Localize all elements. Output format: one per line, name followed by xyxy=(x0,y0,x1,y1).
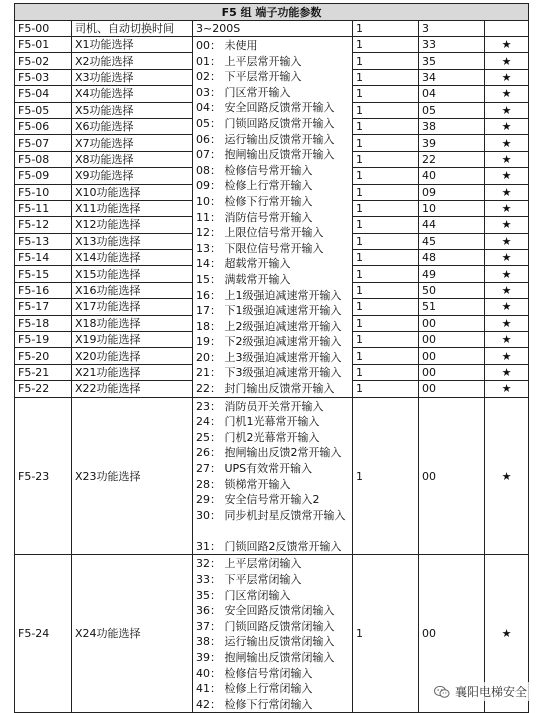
param-star: ★ xyxy=(485,37,529,53)
param-min-unit: 1 xyxy=(353,250,419,266)
option-item: 27： UPS有效常开输入 xyxy=(196,462,313,476)
param-range: 3~200S xyxy=(193,21,353,37)
param-min-unit: 1 xyxy=(353,151,419,167)
param-name: X12功能选择 xyxy=(72,217,193,233)
option-item: 37： 门锁回路反馈常闭输入 xyxy=(196,619,335,633)
param-min-unit: 1 xyxy=(353,315,419,331)
param-code: F5-04 xyxy=(15,86,72,102)
param-name: X22功能选择 xyxy=(72,381,193,397)
option-item: 23： 消防员开关常开输入 xyxy=(196,399,324,413)
param-min-unit: 1 xyxy=(353,381,419,397)
options-list xyxy=(193,555,353,713)
option-item: 11： 消防信号常开输入 xyxy=(196,210,313,224)
param-name: X9功能选择 xyxy=(72,168,193,184)
param-star: ★ xyxy=(485,381,529,397)
param-star: ★ xyxy=(485,233,529,249)
param-star xyxy=(485,21,529,37)
param-name: X14功能选择 xyxy=(72,250,193,266)
param-name: X13功能选择 xyxy=(72,233,193,249)
param-star: ★ xyxy=(485,250,529,266)
param-code: F5-21 xyxy=(15,364,72,380)
param-min-unit: 1 xyxy=(353,21,419,37)
param-min-unit: 1 xyxy=(353,69,419,85)
param-name: X15功能选择 xyxy=(72,266,193,282)
param-name: X6功能选择 xyxy=(72,118,193,134)
param-star: ★ xyxy=(485,69,529,85)
option-item: 04： 安全回路反馈常开输入 xyxy=(196,101,335,115)
param-min-unit: 1 xyxy=(353,217,419,233)
table-title: F5 组 端子功能参数 xyxy=(15,4,529,21)
options-list xyxy=(193,397,353,555)
param-default: 49 xyxy=(419,266,485,282)
option-item: 01： 上平层常开输入 xyxy=(196,54,302,68)
param-code: F5-16 xyxy=(15,282,72,298)
param-star: ★ xyxy=(485,151,529,167)
options-list xyxy=(193,37,353,398)
option-item: 21： 下3级强迫减速常开输入 xyxy=(196,366,342,380)
param-code: F5-01 xyxy=(15,37,72,53)
param-name: 司机、自动切换时间 xyxy=(72,21,193,37)
param-star: ★ xyxy=(485,364,529,380)
param-star: ★ xyxy=(485,53,529,69)
table-row xyxy=(15,37,529,53)
option-item: 22： 封门输出反馈常开输入 xyxy=(196,382,335,396)
param-default: 3 xyxy=(419,21,485,37)
param-star: ★ xyxy=(485,118,529,134)
param-star: ★ xyxy=(485,315,529,331)
param-min-unit: 1 xyxy=(353,266,419,282)
param-code: F5-08 xyxy=(15,151,72,167)
param-code: F5-06 xyxy=(15,118,72,134)
param-code: F5-11 xyxy=(15,200,72,216)
param-default: 34 xyxy=(419,69,485,85)
param-default: 45 xyxy=(419,233,485,249)
table-row xyxy=(15,397,529,555)
param-min-unit: 1 xyxy=(353,364,419,380)
param-code: F5-12 xyxy=(15,217,72,233)
option-item: 38： 运行输出反馈常闭输入 xyxy=(196,635,335,649)
param-star: ★ xyxy=(485,266,529,282)
param-code: F5-20 xyxy=(15,348,72,364)
option-item: 26： 抱闸输出反馈2常开输入 xyxy=(196,446,342,460)
param-star: ★ xyxy=(485,299,529,315)
option-item: 07： 抱闸输出反馈常开输入 xyxy=(196,148,335,162)
param-name: X17功能选择 xyxy=(72,299,193,315)
param-star: ★ xyxy=(485,184,529,200)
option-item: 18： 上2级强迫减速常开输入 xyxy=(196,319,342,333)
param-name: X23功能选择 xyxy=(72,397,193,555)
param-min-unit: 1 xyxy=(353,397,419,555)
param-min-unit: 1 xyxy=(353,86,419,102)
param-star: ★ xyxy=(485,217,529,233)
param-default: 39 xyxy=(419,135,485,151)
param-code: F5-18 xyxy=(15,315,72,331)
param-name: X19功能选择 xyxy=(72,332,193,348)
param-code: F5-02 xyxy=(15,53,72,69)
param-code: F5-07 xyxy=(15,135,72,151)
param-min-unit: 1 xyxy=(353,37,419,53)
param-default: 40 xyxy=(419,168,485,184)
param-code: F5-10 xyxy=(15,184,72,200)
param-default: 44 xyxy=(419,217,485,233)
watermark-text: 襄阳电梯安全 xyxy=(454,685,527,699)
option-item: 08： 检修信号常开输入 xyxy=(196,163,313,177)
option-item: 09： 检修上行常开输入 xyxy=(196,179,313,193)
param-name: X5功能选择 xyxy=(72,102,193,118)
param-code: F5-24 xyxy=(15,555,72,713)
param-default: 00 xyxy=(419,315,485,331)
option-item: 12： 上限位信号常开输入 xyxy=(196,226,324,240)
param-name: X18功能选择 xyxy=(72,315,193,331)
param-name: X1功能选择 xyxy=(72,37,193,53)
param-code: F5-00 xyxy=(15,21,72,37)
option-item: 36： 安全回路反馈常闭输入 xyxy=(196,604,335,618)
option-item: 03： 门区常开输入 xyxy=(196,85,291,99)
option-item: 14： 超载常开输入 xyxy=(196,257,291,271)
param-code: F5-15 xyxy=(15,266,72,282)
option-item: 02： 下平层常开输入 xyxy=(196,70,302,84)
parameter-table xyxy=(14,3,529,713)
option-item: 42： 检修下行常闭输入 xyxy=(196,697,313,711)
source-watermark xyxy=(430,682,531,701)
param-star: ★ xyxy=(485,86,529,102)
param-star: ★ xyxy=(485,555,529,713)
param-code: F5-17 xyxy=(15,299,72,315)
param-star: ★ xyxy=(485,348,529,364)
option-item: 41： 检修上行常闭输入 xyxy=(196,682,313,696)
param-default: 00 xyxy=(419,555,485,713)
option-item: 05： 门锁回路反馈常开输入 xyxy=(196,116,335,130)
param-star: ★ xyxy=(485,102,529,118)
option-item: 20： 上3级强迫减速常开输入 xyxy=(196,350,342,364)
param-default: 50 xyxy=(419,282,485,298)
param-code: F5-05 xyxy=(15,102,72,118)
param-default: 00 xyxy=(419,332,485,348)
param-default: 38 xyxy=(419,118,485,134)
option-item: 35： 门区常闭输入 xyxy=(196,588,291,602)
param-default: 05 xyxy=(419,102,485,118)
param-default: 22 xyxy=(419,151,485,167)
param-min-unit: 1 xyxy=(353,53,419,69)
option-item: 30： 同步机封星反馈常开输入 xyxy=(196,508,346,522)
param-name: X11功能选择 xyxy=(72,200,193,216)
param-code: F5-23 xyxy=(15,397,72,555)
option-item: 13： 下限位信号常开输入 xyxy=(196,241,324,255)
option-item: 24： 门机1光幕常开输入 xyxy=(196,415,320,429)
param-min-unit: 1 xyxy=(353,135,419,151)
option-item: 25： 门机2光幕常开输入 xyxy=(196,430,320,444)
option-item: 32： 上平层常闭输入 xyxy=(196,557,302,571)
param-default: 00 xyxy=(419,364,485,380)
param-min-unit: 1 xyxy=(353,348,419,364)
wechat-icon xyxy=(434,685,450,699)
option-item: 17： 下1级强迫减速常开输入 xyxy=(196,304,342,318)
option-item: 33： 下平层常闭输入 xyxy=(196,573,302,586)
param-code: F5-13 xyxy=(15,233,72,249)
param-default: 00 xyxy=(419,397,485,555)
param-star: ★ xyxy=(485,282,529,298)
param-code: F5-22 xyxy=(15,381,72,397)
option-item: 06： 运行输出反馈常开输入 xyxy=(196,132,335,146)
param-star: ★ xyxy=(485,397,529,555)
param-name: X16功能选择 xyxy=(72,282,193,298)
param-min-unit: 1 xyxy=(353,200,419,216)
param-star: ★ xyxy=(485,332,529,348)
option-item: 15： 满载常开输入 xyxy=(196,272,291,286)
option-item: 39： 抱闸输出反馈常闭输入 xyxy=(196,650,335,664)
param-min-unit: 1 xyxy=(353,168,419,184)
param-name: X10功能选择 xyxy=(72,184,193,200)
param-code: F5-09 xyxy=(15,168,72,184)
option-item: 29： 安全信号常开输入2 xyxy=(196,493,320,507)
param-default: 00 xyxy=(419,348,485,364)
option-item: 40： 检修信号常闭输入 xyxy=(196,666,313,680)
option-item: 28： 锁梯常开输入 xyxy=(196,477,291,491)
param-star: ★ xyxy=(485,168,529,184)
param-min-unit: 1 xyxy=(353,118,419,134)
option-item: 10： 检修下行常开输入 xyxy=(196,194,313,208)
param-min-unit: 1 xyxy=(353,555,419,713)
param-default: 35 xyxy=(419,53,485,69)
param-name: X24功能选择 xyxy=(72,555,193,713)
param-name: X2功能选择 xyxy=(72,53,193,69)
param-name: X3功能选择 xyxy=(72,69,193,85)
param-default: 48 xyxy=(419,250,485,266)
param-code: F5-19 xyxy=(15,332,72,348)
param-default: 33 xyxy=(419,37,485,53)
param-code: F5-03 xyxy=(15,69,72,85)
param-name: X21功能选择 xyxy=(72,364,193,380)
param-code: F5-14 xyxy=(15,250,72,266)
param-min-unit: 1 xyxy=(353,282,419,298)
param-min-unit: 1 xyxy=(353,332,419,348)
param-default: 51 xyxy=(419,299,485,315)
param-min-unit: 1 xyxy=(353,233,419,249)
param-star: ★ xyxy=(485,135,529,151)
param-default: 00 xyxy=(419,381,485,397)
param-min-unit: 1 xyxy=(353,184,419,200)
param-star: ★ xyxy=(485,200,529,216)
param-name: X20功能选择 xyxy=(72,348,193,364)
option-item: 31： 门锁回路2反馈常开输入 xyxy=(196,539,342,553)
option-item: 16： 上1级强迫减速常开输入 xyxy=(196,288,342,302)
param-name: X8功能选择 xyxy=(72,151,193,167)
param-default: 09 xyxy=(419,184,485,200)
option-item: 00： 未使用 xyxy=(196,39,258,52)
param-name: X4功能选择 xyxy=(72,86,193,102)
param-min-unit: 1 xyxy=(353,102,419,118)
param-name: X7功能选择 xyxy=(72,135,193,151)
option-item: 19： 下2级强迫减速常开输入 xyxy=(196,335,342,349)
param-default: 10 xyxy=(419,200,485,216)
param-default: 04 xyxy=(419,86,485,102)
param-min-unit: 1 xyxy=(353,299,419,315)
